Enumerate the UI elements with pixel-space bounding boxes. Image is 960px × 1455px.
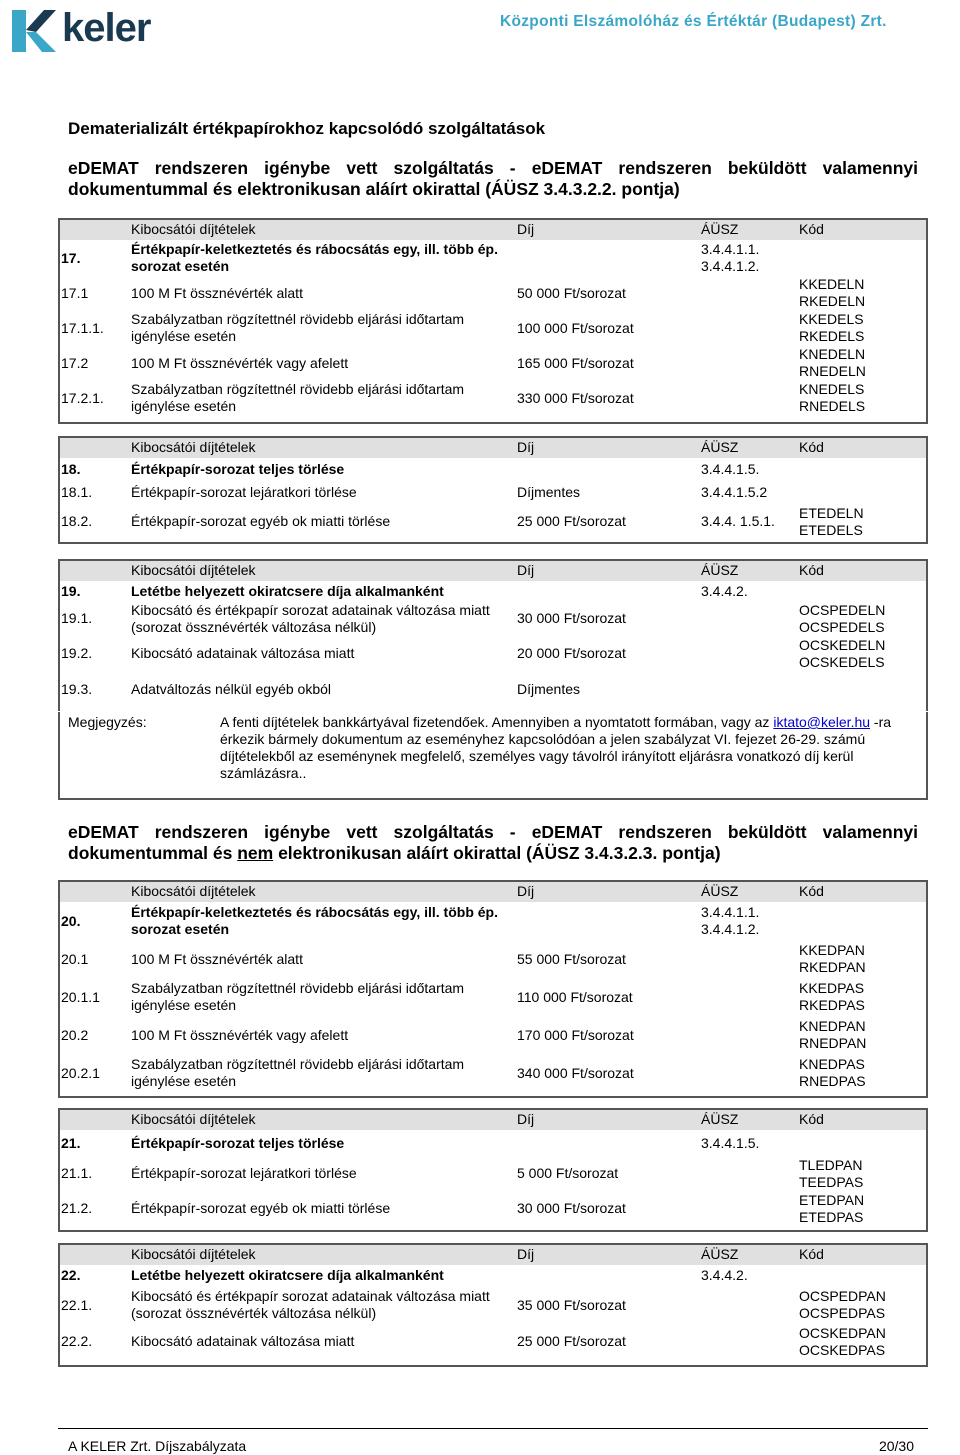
row-code: KNEDPAS RNEDPAS <box>799 1056 866 1089</box>
row-fee: 170 000 Ft/sorozat <box>517 1026 634 1043</box>
row-description: Szabályzatban rögzítettnél rövidebb eljárási időtartam igénylése esetén <box>131 1056 465 1089</box>
row-fee: 30 000 Ft/sorozat <box>517 1200 626 1216</box>
row-description: Szabályzatban rögzítettnél rövidebb eljárási időtartam igénylése esetén <box>131 311 465 344</box>
row-number: 22.2. <box>61 1333 93 1349</box>
row-code: KKEDPAS RKEDPAS <box>799 980 865 1013</box>
row-number: 22. <box>61 1267 81 1283</box>
column-header: ÁÜSZ <box>698 436 796 458</box>
row-fee: 55 000 Ft/sorozat <box>517 950 626 967</box>
page-footer <box>58 1428 928 1454</box>
column-header: Kibocsátói díjtételek <box>128 436 514 458</box>
row-number: 20.1 <box>61 950 89 967</box>
column-header: Kibocsátói díjtételek <box>128 559 514 581</box>
row-reference: 3.4.4. 1.5.1. <box>701 513 775 529</box>
row-description: Kibocsátó és értékpapír sorozat adatainak változása miatt (sorozat össznévérték változása nélkül) <box>131 601 490 635</box>
row-number: 17.2 <box>61 354 89 371</box>
row-number: 18. <box>61 461 81 477</box>
row-description: Értékpapír-keletkeztetés és rábocsátás egy, ill. több ép. sorozat esetén <box>131 904 498 937</box>
column-header: ÁÜSZ <box>698 880 796 902</box>
row-number: 20.2 <box>61 1026 89 1043</box>
row-description: Letétbe helyezett okiratcsere díja alkalmanként <box>131 582 444 599</box>
row-number: 19. <box>61 582 81 599</box>
row-code: KKEDELN RKEDELN <box>799 276 866 309</box>
table-border <box>58 1243 928 1367</box>
column-header: Kibocsátói díjtételek <box>128 218 514 240</box>
row-fee: 110 000 Ft/sorozat <box>517 988 633 1005</box>
row-description: Értékpapír-sorozat lejáratkori törlése <box>131 484 357 500</box>
row-fee: Díjmentes <box>517 484 581 500</box>
row-number: 17. <box>61 249 81 266</box>
row-number: 20.2.1 <box>61 1064 100 1081</box>
row-code: KKEDELS RKEDELS <box>799 311 865 344</box>
row-reference: 3.4.4.2. <box>701 1267 748 1283</box>
main-title: Dematerializált értékpapírokhoz kapcsolódó szolgáltatások <box>68 119 546 138</box>
logo-text: keler <box>62 6 151 50</box>
table-border <box>58 1108 928 1232</box>
row-reference: 3.4.4.2. <box>701 582 748 599</box>
row-code: OCSKEDPAN OCSKEDPAS <box>799 1324 886 1358</box>
row-reference: 3.4.4.1.1. 3.4.4.1.2. <box>701 241 760 274</box>
row-fee: 5 000 Ft/sorozat <box>517 1165 619 1181</box>
row-code: KKEDPAN RKEDPAN <box>799 942 866 975</box>
column-header: Díj <box>514 436 698 458</box>
column-header: Díj <box>514 559 698 581</box>
row-reference: 3.4.4.1.5. <box>701 1134 760 1151</box>
row-fee: 25 000 Ft/sorozat <box>517 1333 626 1349</box>
section2-title: eDEMAT rendszeren igénybe vett szolgáltatás - eDEMAT rendszeren beküldött valamennyi dokumentummal és nem elektronikusan aláírt okirattal (ÁÜSZ 3.4.3.2.3. pontja) <box>68 822 918 863</box>
keler-logo-icon <box>10 8 56 54</box>
column-header: Díj <box>514 880 698 902</box>
row-number: 19.3. <box>61 680 93 697</box>
row-number: 17.1 <box>61 284 89 301</box>
row-fee: 165 000 Ft/sorozat <box>517 354 634 371</box>
row-reference: 3.4.4.1.1. 3.4.4.1.2. <box>701 904 760 937</box>
row-reference: 3.4.4.1.5.2 <box>701 484 768 500</box>
row-fee: 340 000 Ft/sorozat <box>517 1064 634 1081</box>
row-description: Adatváltozás nélkül egyéb okból <box>131 680 332 697</box>
column-header: ÁÜSZ <box>698 1108 796 1130</box>
row-description: Értékpapír-sorozat lejáratkori törlése <box>131 1165 357 1181</box>
row-code: ETEDELN ETEDELS <box>799 504 864 538</box>
row-description: 100 M Ft össznévérték vagy afelett <box>131 354 349 371</box>
row-description: Kibocsátó adatainak változása miatt <box>131 645 355 661</box>
row-fee: 30 000 Ft/sorozat <box>517 610 626 626</box>
row-number: 19.1. <box>61 610 93 626</box>
table-border <box>58 559 928 711</box>
header-tagline: Központi Elszámolóház és Értéktár (Budapest) Zrt. <box>500 13 887 30</box>
row-number: 21. <box>61 1134 81 1151</box>
row-description: Kibocsátó és értékpapír sorozat adatainak változása miatt (sorozat össznévérték változása nélkül) <box>131 1288 490 1321</box>
row-code: OCSKEDELN OCSKEDELS <box>799 636 886 670</box>
column-header: Kód <box>796 559 928 581</box>
row-fee: 330 000 Ft/sorozat <box>517 389 634 406</box>
footer-title: A KELER Zrt. Díjszabályzata <box>68 1438 247 1454</box>
row-code: KNEDELS RNEDELS <box>799 381 866 414</box>
column-header: Kibocsátói díjtételek <box>128 1243 514 1265</box>
row-description: 100 M Ft össznévérték alatt <box>131 284 303 301</box>
column-header: Díj <box>514 1108 698 1130</box>
row-number: 18.1. <box>61 484 93 500</box>
section1-title: eDEMAT rendszeren igénybe vett szolgáltatás - eDEMAT rendszeren beküldött valamennyi dokumentummal és elektronikusan aláírt okirattal (ÁÜSZ 3.4.3.2.2. pontja) <box>68 158 918 199</box>
table-border <box>58 436 928 544</box>
row-code: TLEDPAN TEEDPAS <box>799 1156 864 1190</box>
row-fee: 25 000 Ft/sorozat <box>517 513 626 529</box>
row-fee: 20 000 Ft/sorozat <box>517 645 626 661</box>
row-number: 17.2.1. <box>61 389 104 406</box>
note-label: Megjegyzés: <box>68 714 147 730</box>
column-header: ÁÜSZ <box>698 559 796 581</box>
row-description: Értékpapír-sorozat egyéb ok miatti törlése <box>131 1200 391 1216</box>
column-header: Kód <box>796 436 928 458</box>
column-header: Díj <box>514 1243 698 1265</box>
row-description: Értékpapír-sorozat teljes törlése <box>131 461 345 477</box>
row-code: ETEDPAN ETEDPAS <box>799 1191 865 1225</box>
row-reference: 3.4.4.1.5. <box>701 461 760 477</box>
row-description: Szabályzatban rögzítettnél rövidebb eljárási időtartam igénylése esetén <box>131 980 465 1013</box>
row-fee: Díjmentes <box>517 680 581 697</box>
row-description: Értékpapír-sorozat egyéb ok miatti törlése <box>131 513 391 529</box>
row-number: 21.2. <box>61 1200 93 1216</box>
column-header: Kód <box>796 880 928 902</box>
page-header <box>0 0 960 62</box>
row-description: Értékpapír-keletkeztetés és rábocsátás egy, ill. több ép. sorozat esetén <box>131 241 498 274</box>
row-description: 100 M Ft össznévérték vagy afelett <box>131 1026 349 1043</box>
row-number: 21.1. <box>61 1165 93 1181</box>
page-number: 20/30 <box>878 1438 914 1454</box>
row-fee: 50 000 Ft/sorozat <box>517 284 626 301</box>
column-header: Kód <box>796 218 928 240</box>
column-header: ÁÜSZ <box>698 218 796 240</box>
row-description: 100 M Ft össznévérték alatt <box>131 950 303 967</box>
email-link[interactable]: iktato@keler.hu <box>773 714 871 730</box>
column-header: Díj <box>514 218 698 240</box>
row-number: 20. <box>61 912 81 929</box>
row-number: 18.2. <box>61 513 93 529</box>
column-header: Kód <box>796 1108 928 1130</box>
row-number: 19.2. <box>61 645 93 661</box>
table-border <box>58 218 928 424</box>
row-description: Értékpapír-sorozat teljes törlése <box>131 1134 345 1151</box>
row-code: KNEDELN RNEDELN <box>799 346 866 379</box>
row-fee: 35 000 Ft/sorozat <box>517 1296 626 1313</box>
column-header: ÁÜSZ <box>698 1243 796 1265</box>
row-code: OCSPEDELN OCSPEDELS <box>799 601 886 635</box>
table-border <box>58 880 928 1098</box>
row-number: 22.1. <box>61 1296 93 1313</box>
row-description: Szabályzatban rögzítettnél rövidebb eljárási időtartam igénylése esetén <box>131 381 465 414</box>
note-box <box>58 712 928 800</box>
row-number: 20.1.1 <box>61 988 100 1005</box>
row-description: Letétbe helyezett okiratcsere díja alkalmanként <box>131 1267 444 1283</box>
row-description: Kibocsátó adatainak változása miatt <box>131 1333 355 1349</box>
row-fee: 100 000 Ft/sorozat <box>517 319 634 336</box>
row-code: OCSPEDPAN OCSPEDPAS <box>799 1288 886 1321</box>
row-code: KNEDPAN RNEDPAN <box>799 1018 867 1051</box>
row-number: 17.1.1. <box>61 319 104 336</box>
note-text: A fenti díjtételek bankkártyával fizetendőek. Amennyiben a nyomtatott formában, vagy az iktato@keler.hu -ra érkezik bármely dokumentum az eseményhez kapcsolódóan a jelen szabályzat VI. fejezet 26-29. számú díjtételekből az eseménynek megfelelő, személyes vagy távolról irányított eljárásra vonatkozó díj kerül számlázásra.. <box>220 714 892 781</box>
column-header: Kibocsátói díjtételek <box>128 880 514 902</box>
column-header: Kód <box>796 1243 928 1265</box>
column-header: Kibocsátói díjtételek <box>128 1108 514 1130</box>
